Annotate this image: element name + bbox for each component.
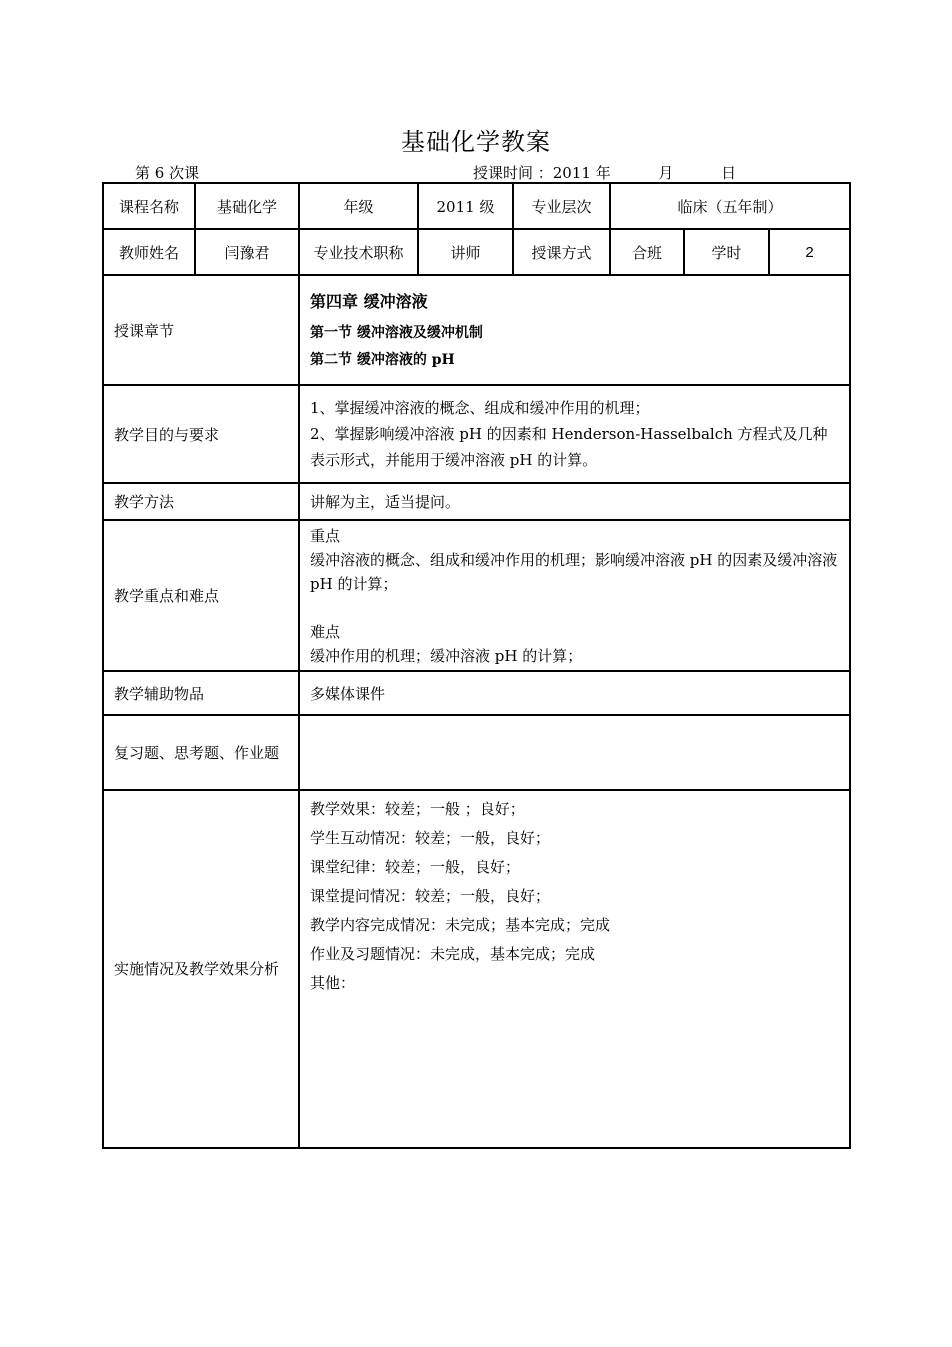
table-row [103,275,850,385]
teaching-mode-label: 授课方式 [513,229,610,275]
page-title: 基础化学教案 [401,128,551,156]
table-row [103,385,850,483]
lesson-time: 授课时间 ：2011 年 月 日 [473,164,737,182]
aids-label: 教学辅助物品 [103,671,299,715]
table-row [103,790,850,1148]
key-points-cell [299,520,850,671]
lesson-number: 第 6 次课 [135,164,200,182]
section-one: 第一节 缓冲溶液及缓冲机制 [310,324,483,341]
homework-value [299,715,850,790]
objectives-label: 教学目的与要求 [103,385,299,483]
difficulty-text: 缓冲作用的机理；缓冲溶液 pH 的计算； [310,646,583,665]
objectives-cell [299,385,850,483]
implementation-line: 作业及习题情况：未完成，基本完成；完成 [310,945,596,963]
grade-label: 年级 [299,183,418,229]
implementation-line: 教学内容完成情况：未完成；基本完成；完成 [310,916,611,934]
table-row [103,671,850,715]
difficulty-title: 难点 [310,622,341,641]
key-points-label: 教学重点和难点 [103,520,299,671]
implementation-line: 课堂提问情况：较差；一般，良好； [310,887,551,905]
table-row [103,183,850,229]
course-name-label: 课程名称 [103,183,195,229]
grade-value: 2011 级 [418,183,513,229]
key-title: 重点 [310,526,341,545]
implementation-line: 课堂纪律：较差；一般，良好； [310,858,521,876]
methods-value: 讲解为主，适当提问。 [299,483,850,520]
major-level-value: 临床（五年制） [610,183,850,229]
lesson-plan-table [102,182,851,1149]
section-two: 第二节 缓冲溶液的 pH [310,351,455,368]
methods-label: 教学方法 [103,483,299,520]
implementation-label: 实施情况及教学效果分析 [103,790,299,1148]
hours-label: 学时 [684,229,769,275]
professional-title-value: 讲师 [418,229,513,275]
professional-title-label: 专业技术职称 [299,229,418,275]
teacher-name-value: 闫豫君 [195,229,299,275]
teaching-mode-value: 合班 [610,229,684,275]
objective-line-2: 2、掌握影响缓冲溶液 pH 的因素和 Henderson-Hasselbalch 方程式及几种表示形式，并能用于缓冲溶液 pH 的计算。 [310,425,828,469]
table-row [103,520,850,671]
implementation-line: 教学效果：较差；一般 ；良好； [310,800,525,818]
key-text: 缓冲溶液的概念、组成和缓冲作用的机理；影响缓冲溶液 pH 的因素及缓冲溶液 pH 的计算； [310,550,838,593]
table-row [103,715,850,790]
homework-label: 复习题、思考题、作业题 [103,715,299,790]
table-row [103,483,850,520]
implementation-line: 学生互动情况：较差；一般，良好； [310,829,551,847]
implementation-cell [299,790,850,1148]
hours-value: 2 [769,229,850,275]
teacher-name-label: 教师姓名 [103,229,195,275]
objective-line-1: 1、掌握缓冲溶液的概念、组成和缓冲作用的机理； [310,399,650,417]
course-name-value: 基础化学 [195,183,299,229]
implementation-line: 其他： [310,974,356,992]
major-level-label: 专业层次 [513,183,610,229]
table-row [103,229,850,275]
chapter-label: 授课章节 [103,275,299,385]
chapter-cell [299,275,850,385]
chapter-heading: 第四章 缓冲溶液 [310,291,428,311]
aids-value: 多媒体课件 [299,671,850,715]
